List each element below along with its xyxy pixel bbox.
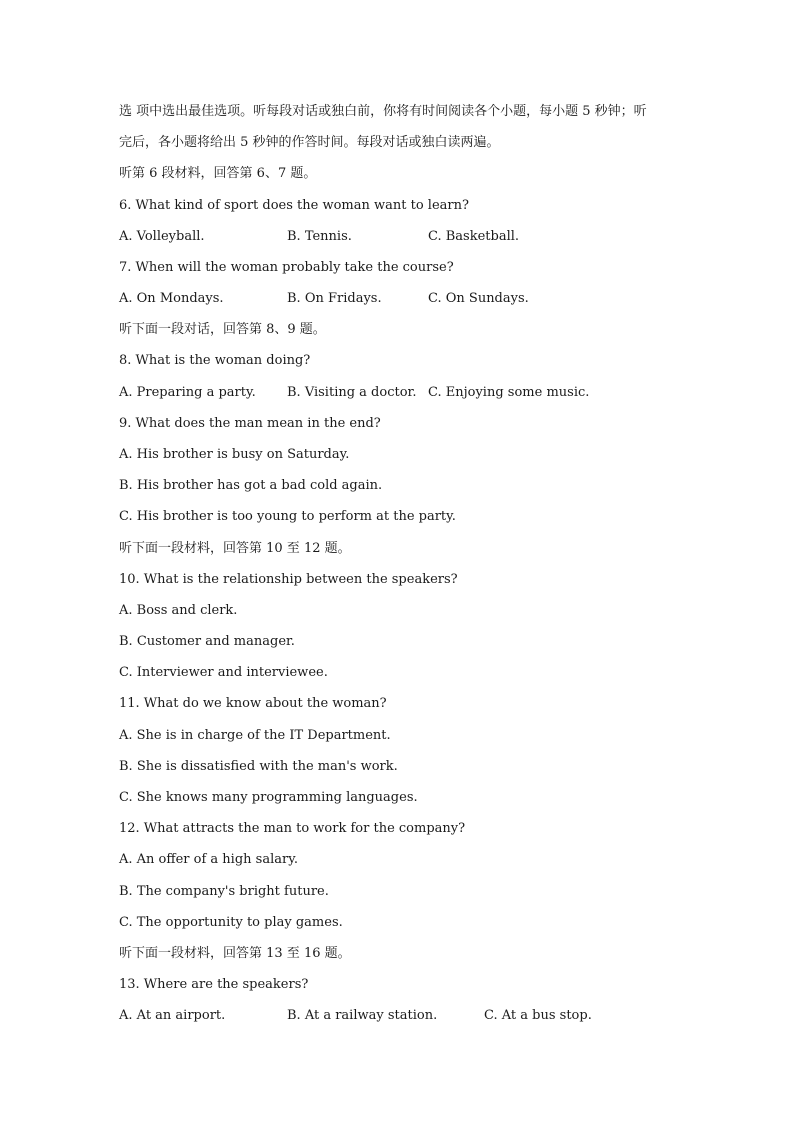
question-stem: 9. What does the man mean in the end? — [119, 416, 381, 431]
option-a: A. Preparing a party. — [119, 385, 256, 400]
intro-line-1: 选 项中选出最佳选项。听每段对话或独白前，你将有时间阅读各个小题，每小题 5 秒钟；听 — [119, 104, 647, 119]
option-b: B. Customer and manager. — [119, 634, 295, 649]
option-c: C. His brother is too young to perform at the party. — [119, 509, 456, 524]
option-c: C. She knows many programming languages. — [119, 790, 418, 805]
option-c: C. On Sundays. — [428, 291, 529, 306]
section-heading: 听下面一段材料，回答第 13 至 16 题。 — [119, 946, 351, 961]
option-a: A. An offer of a high salary. — [119, 852, 298, 867]
option-a: A. Volleyball. — [119, 229, 205, 244]
option-b: B. At a railway station. — [287, 1008, 438, 1023]
option-c: C. At a bus stop. — [484, 1008, 592, 1023]
option-c: C. Enjoying some music. — [428, 385, 590, 400]
option-b: B. On Fridays. — [287, 291, 382, 306]
question-stem: 7. When will the woman probably take the course? — [119, 260, 454, 275]
intro-line-2: 完后，各小题将给出 5 秒钟的作答时间。每段对话或独白读两遍。 — [119, 135, 500, 150]
question-stem: 12. What attracts the man to work for the company? — [119, 821, 466, 836]
section-heading: 听下面一段对话，回答第 8、9 题。 — [119, 322, 326, 337]
section-heading: 听第 6 段材料，回答第 6、7 题。 — [119, 166, 317, 181]
option-b: B. His brother has got a bad cold again. — [119, 478, 383, 493]
option-a: A. She is in charge of the IT Department. — [119, 728, 391, 743]
option-b: B. Visiting a doctor. — [287, 385, 417, 400]
option-c: C. The opportunity to play games. — [119, 915, 343, 930]
option-b: B. Tennis. — [287, 229, 352, 244]
option-c: C. Basketball. — [428, 229, 520, 244]
option-a: A. Boss and clerk. — [119, 603, 238, 618]
question-stem: 11. What do we know about the woman? — [119, 696, 387, 711]
option-c: C. Interviewer and interviewee. — [119, 665, 328, 680]
option-a: A. On Mondays. — [119, 291, 224, 306]
option-a: A. His brother is busy on Saturday. — [119, 447, 350, 462]
question-stem: 10. What is the relationship between the speakers? — [119, 572, 458, 587]
section-heading: 听下面一段材料，回答第 10 至 12 题。 — [119, 541, 351, 556]
option-a: A. At an airport. — [119, 1008, 226, 1023]
option-b: B. She is dissatisfied with the man's work. — [119, 759, 398, 774]
question-stem: 13. Where are the speakers? — [119, 977, 309, 992]
question-stem: 6. What kind of sport does the woman want to learn? — [119, 198, 469, 213]
option-b: B. The company's bright future. — [119, 884, 329, 899]
question-stem: 8. What is the woman doing? — [119, 353, 311, 368]
